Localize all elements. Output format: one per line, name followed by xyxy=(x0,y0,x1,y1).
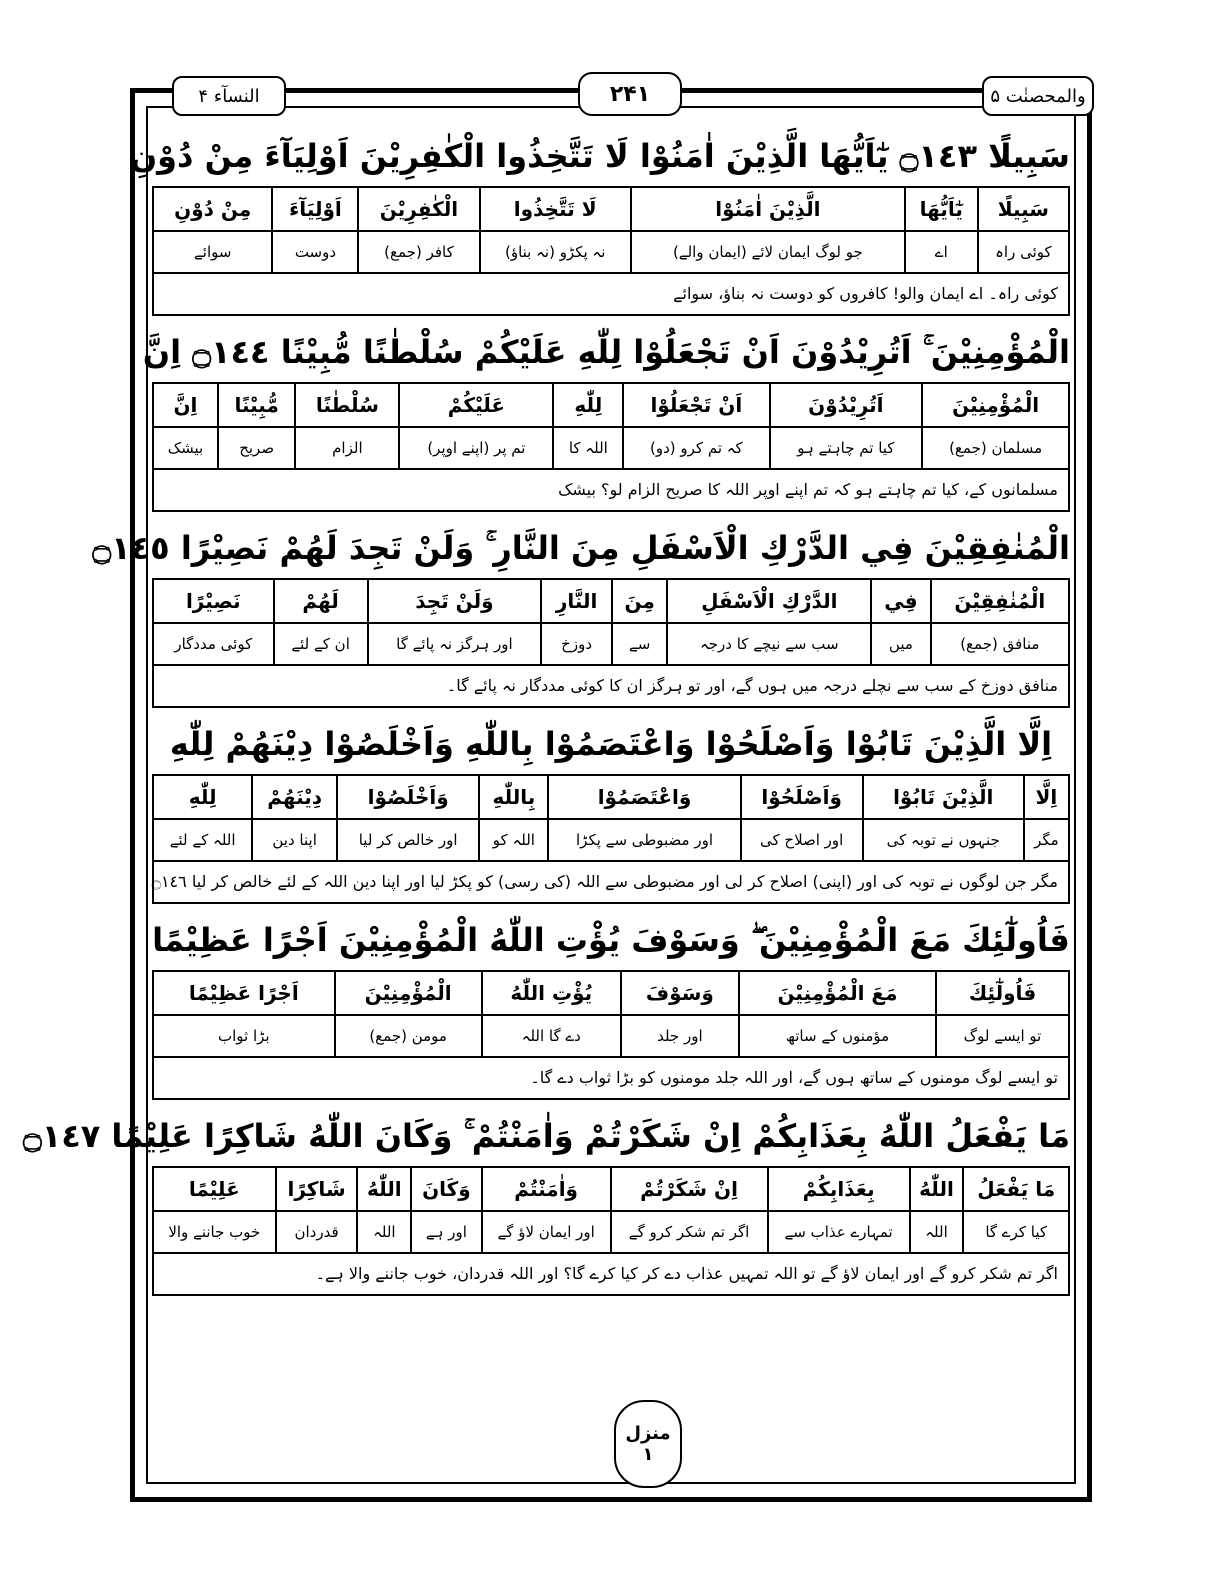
word-by-word-table xyxy=(152,578,1070,666)
verse-block xyxy=(152,714,1070,904)
ayah-line: الْمُؤْمِنِيْنَ ۚ اَتُرِيْدُوْنَ اَنْ تَجْعَلُوْا لِلّٰهِ عَلَيْكُمْ سُلْطٰنًا مُّبِيْنًا ۝١٤٤ اِنَّ xyxy=(142,333,1070,371)
arabic-words-row xyxy=(153,971,1069,1015)
arabic-word-cell: الْكٰفِرِيْنَ xyxy=(358,187,479,231)
arabic-word-cell: فِي xyxy=(871,579,930,623)
arabic-word-cell: اللّٰهُ xyxy=(357,1167,411,1211)
urdu-meaning-cell: اللہ کے لئے xyxy=(153,819,252,861)
arabic-word-cell: عَلَيْكُمْ xyxy=(399,383,553,427)
urdu-meaning-cell: خوب جاننے والا xyxy=(153,1211,276,1253)
urdu-meaning-cell: تو ایسے لوگ xyxy=(936,1015,1069,1057)
urdu-meaning-cell: اللہ کو xyxy=(479,819,548,861)
arabic-word-cell: النَّارِ xyxy=(541,579,612,623)
arabic-word-cell: اللّٰهُ xyxy=(910,1167,964,1211)
urdu-meaning-cell: اور ہرگز نہ پائے گا xyxy=(368,623,542,665)
juz-name-label: والمحصنٰت ۵ xyxy=(982,76,1094,116)
arabic-word-cell: اِنْ شَكَرْتُمْ xyxy=(611,1167,768,1211)
ayah-line: الْمُنٰفِقِيْنَ فِي الدَّرْكِ الْاَسْفَلِ مِنَ النَّارِ ۚ وَلَنْ تَجِدَ لَهُمْ نَصِيْرًا ۝١٤٥ xyxy=(92,529,1070,567)
arabic-word-cell: اَتُرِيْدُوْنَ xyxy=(770,383,923,427)
arabic-word-cell: الَّذِيْنَ اٰمَنُوْا xyxy=(631,187,905,231)
arabic-word-cell: لَهُمْ xyxy=(274,579,368,623)
urdu-meaning-cell: مومن (جمع) xyxy=(335,1015,482,1057)
urdu-meaning-cell: جو لوگ ایمان لائے (ایمان والے) xyxy=(631,231,905,273)
arabic-word-cell: اَوْلِيَآءَ xyxy=(272,187,358,231)
manzil-badge xyxy=(614,1400,682,1488)
arabic-word-cell: مِنَ xyxy=(612,579,667,623)
arabic-word-cell: وَاٰمَنْتُمْ xyxy=(482,1167,611,1211)
urdu-meaning-cell: کافر (جمع) xyxy=(358,231,479,273)
ayah-line: فَاُولٰٓئِكَ مَعَ الْمُؤْمِنِيْنَ ۖ وَسَوْفَ يُؤْتِ اللّٰهُ الْمُؤْمِنِيْنَ اَجْرًا عَظِيْمًا xyxy=(152,921,1070,959)
word-by-word-table xyxy=(152,382,1070,470)
urdu-meanings-row xyxy=(153,819,1069,861)
verse-block xyxy=(152,910,1070,1100)
arabic-word-cell: وَلَنْ تَجِدَ xyxy=(368,579,542,623)
word-by-word-table xyxy=(152,186,1070,274)
urdu-translation-line: تو ایسے لوگ مومنوں کے ساتھ ہوں گے، اور اللہ جلد مومنوں کو بڑا ثواب دے گا۔ xyxy=(152,1058,1070,1100)
urdu-meaning-cell: کہ تم کرو (دو) xyxy=(623,427,769,469)
urdu-meaning-cell: اللہ xyxy=(357,1211,411,1253)
urdu-meaning-cell: اللہ کا xyxy=(553,427,623,469)
urdu-meaning-cell: دوست xyxy=(272,231,358,273)
urdu-meaning-cell: نہ پکڑو (نہ بناؤ) xyxy=(480,231,631,273)
arabic-word-cell: اَجْرًا عَظِيْمًا xyxy=(153,971,335,1015)
urdu-meaning-cell: بیشک xyxy=(153,427,218,469)
urdu-meaning-cell: اور اصلاح کی xyxy=(741,819,863,861)
arabic-word-cell: عَلِيْمًا xyxy=(153,1167,276,1211)
urdu-meaning-cell: الزام xyxy=(295,427,399,469)
arabic-word-cell: الْمُؤْمِنِيْنَ xyxy=(922,383,1069,427)
verse-block xyxy=(92,518,1070,708)
word-by-word-table xyxy=(152,774,1070,862)
arabic-word-cell: مَعَ الْمُؤْمِنِيْنَ xyxy=(739,971,936,1015)
urdu-meaning-cell: اپنا دین xyxy=(252,819,337,861)
arabic-word-cell: وَاعْتَصَمُوْا xyxy=(548,775,740,819)
urdu-translation-line: مسلمانوں کے، کیا تم چاہتے ہو کہ تم اپنے اوپر اللہ کا صریح الزام لو؟ بیشک xyxy=(152,470,1070,512)
urdu-meaning-cell: اور ایمان لاؤ گے xyxy=(482,1211,611,1253)
urdu-meaning-cell: اور ہے xyxy=(411,1211,482,1253)
page-number: ۲۴۱ xyxy=(578,72,682,116)
arabic-words-row xyxy=(153,187,1069,231)
urdu-meaning-cell: مسلمان (جمع) xyxy=(922,427,1069,469)
urdu-translation-line: اگر تم شکر کرو گے اور ایمان لاؤ گے تو اللہ تمہیں عذاب دے کر کیا کرے گا؟ اور اللہ قدردان، خوب جاننے والا ہے۔ xyxy=(152,1254,1070,1296)
surah-name-label: النسآء ۴ xyxy=(172,76,286,116)
manzil-label: منزل xyxy=(625,1423,671,1444)
arabic-word-cell: يٰٓاَيُّهَا xyxy=(905,187,978,231)
arabic-word-cell: وَكَانَ xyxy=(411,1167,482,1211)
urdu-meaning-cell: اللہ xyxy=(910,1211,964,1253)
arabic-word-cell: لِلّٰهِ xyxy=(153,775,252,819)
urdu-meanings-row xyxy=(153,1015,1069,1057)
arabic-word-cell: الْمُنٰفِقِيْنَ xyxy=(931,579,1069,623)
arabic-word-cell: سُلْطٰنًا xyxy=(295,383,399,427)
ayah-line: اِلَّا الَّذِيْنَ تَابُوْا وَاَصْلَحُوْا وَاعْتَصَمُوْا بِاللّٰهِ وَاَخْلَصُوْا دِيْنَهُمْ لِلّٰهِ xyxy=(169,725,1053,763)
urdu-meaning-cell: مؤمنوں کے ساتھ xyxy=(739,1015,936,1057)
arabic-word-cell: اِنَّ xyxy=(153,383,218,427)
arabic-word-cell: وَاَصْلَحُوْا xyxy=(741,775,863,819)
urdu-meanings-row xyxy=(153,231,1069,273)
arabic-word-cell: اِلَّا xyxy=(1024,775,1069,819)
arabic-word-cell: مِنْ دُوْنِ xyxy=(153,187,272,231)
arabic-word-cell: وَسَوْفَ xyxy=(621,971,739,1015)
urdu-meaning-cell: کوئی مددگار xyxy=(153,623,274,665)
urdu-meaning-cell: کیا تم چاہتے ہو xyxy=(770,427,923,469)
urdu-meaning-cell: تمہارے عذاب سے xyxy=(768,1211,910,1253)
arabic-word-cell: يُؤْتِ اللّٰهُ xyxy=(482,971,621,1015)
arabic-word-cell: مُّبِيْنًا xyxy=(218,383,295,427)
arabic-word-cell: لِلّٰهِ xyxy=(553,383,623,427)
urdu-meanings-row xyxy=(153,1211,1069,1253)
urdu-meaning-cell: ان کے لئے xyxy=(274,623,368,665)
verse-block xyxy=(129,126,1070,316)
arabic-word-cell: بِاللّٰهِ xyxy=(479,775,548,819)
urdu-meaning-cell: مگر xyxy=(1024,819,1069,861)
urdu-meaning-cell: بڑا ثواب xyxy=(153,1015,335,1057)
arabic-words-row xyxy=(153,579,1069,623)
arabic-word-cell: فَاُولٰٓئِكَ xyxy=(936,971,1069,1015)
urdu-meaning-cell: اے xyxy=(905,231,978,273)
arabic-words-row xyxy=(153,1167,1069,1211)
arabic-word-cell: لَا تَتَّخِذُوا xyxy=(480,187,631,231)
urdu-meaning-cell: تم پر (اپنے اوپر) xyxy=(399,427,553,469)
arabic-word-cell: اَنْ تَجْعَلُوْا xyxy=(623,383,769,427)
urdu-meaning-cell: اور خالص کر لیا xyxy=(337,819,479,861)
urdu-meaning-cell: دے گا اللہ xyxy=(482,1015,621,1057)
arabic-word-cell: مَا يَفْعَلُ xyxy=(963,1167,1069,1211)
page-content xyxy=(22,126,1070,1302)
urdu-translation-line: مگر جن لوگوں نے توبہ کی اور (اپنی) اصلاح کر لی اور مضبوطی سے اللہ (کی رسی) کو پکڑ لیا اور اپنا دین اللہ کے لئے خالص کر لیا ۝١٤٦ xyxy=(152,862,1070,904)
arabic-word-cell: شَاكِرًا xyxy=(276,1167,358,1211)
urdu-translation-line: منافق دوزخ کے سب سے نچلے درجہ میں ہوں گے، اور تو ہرگز ان کا کوئی مددگار نہ پائے گا۔ xyxy=(152,666,1070,708)
manzil-number: ۱ xyxy=(642,1444,654,1465)
arabic-word-cell: سَبِيلًا xyxy=(978,187,1069,231)
word-by-word-table xyxy=(152,970,1070,1058)
arabic-word-cell: دِيْنَهُمْ xyxy=(252,775,337,819)
arabic-word-cell: الدَّرْكِ الْاَسْفَلِ xyxy=(667,579,871,623)
verse-block xyxy=(142,322,1070,512)
arabic-word-cell: بِعَذَابِكُمْ xyxy=(768,1167,910,1211)
arabic-word-cell: الَّذِيْنَ تَابُوْا xyxy=(863,775,1024,819)
arabic-word-cell: الْمُؤْمِنِيْنَ xyxy=(335,971,482,1015)
urdu-meaning-cell: کیا کرے گا xyxy=(963,1211,1069,1253)
urdu-meaning-cell: اور مضبوطی سے پکڑا xyxy=(548,819,740,861)
urdu-meaning-cell: قدردان xyxy=(276,1211,358,1253)
urdu-translation-line: کوئی راہ۔ اے ایمان والو! کافروں کو دوست نہ بناؤ، سوائے xyxy=(152,274,1070,316)
urdu-meaning-cell: کوئی راہ xyxy=(978,231,1069,273)
verse-block xyxy=(22,1106,1070,1296)
urdu-meaning-cell: اگر تم شکر کرو گے xyxy=(611,1211,768,1253)
arabic-words-row xyxy=(153,383,1069,427)
urdu-meaning-cell: سب سے نیچے کا درجہ xyxy=(667,623,871,665)
ayah-line: سَبِيلًا ۝١٤٣ يٰٓاَيُّهَا الَّذِيْنَ اٰمَنُوْا لَا تَتَّخِذُوا الْكٰفِرِيْنَ اَوْلِيَآءَ مِنْ دُوْنِ xyxy=(129,137,1070,175)
urdu-meaning-cell: دوزخ xyxy=(541,623,612,665)
arabic-word-cell: نَصِيْرًا xyxy=(153,579,274,623)
urdu-meaning-cell: جنہوں نے توبہ کی xyxy=(863,819,1024,861)
urdu-meaning-cell: سوائے xyxy=(153,231,272,273)
urdu-meanings-row xyxy=(153,623,1069,665)
arabic-words-row xyxy=(153,775,1069,819)
urdu-meanings-row xyxy=(153,427,1069,469)
urdu-meaning-cell: اور جلد xyxy=(621,1015,739,1057)
arabic-word-cell: وَاَخْلَصُوْا xyxy=(337,775,479,819)
urdu-meaning-cell: منافق (جمع) xyxy=(931,623,1069,665)
ayah-line: مَا يَفْعَلُ اللّٰهُ بِعَذَابِكُمْ اِنْ شَكَرْتُمْ وَاٰمَنْتُمْ ۚ وَكَانَ اللّٰهُ شَاكِرًا عَلِيْمًا ۝١٤٧ xyxy=(22,1117,1070,1155)
urdu-meaning-cell: سے xyxy=(612,623,667,665)
urdu-meaning-cell: میں xyxy=(871,623,930,665)
urdu-meaning-cell: صریح xyxy=(218,427,295,469)
word-by-word-table xyxy=(152,1166,1070,1254)
